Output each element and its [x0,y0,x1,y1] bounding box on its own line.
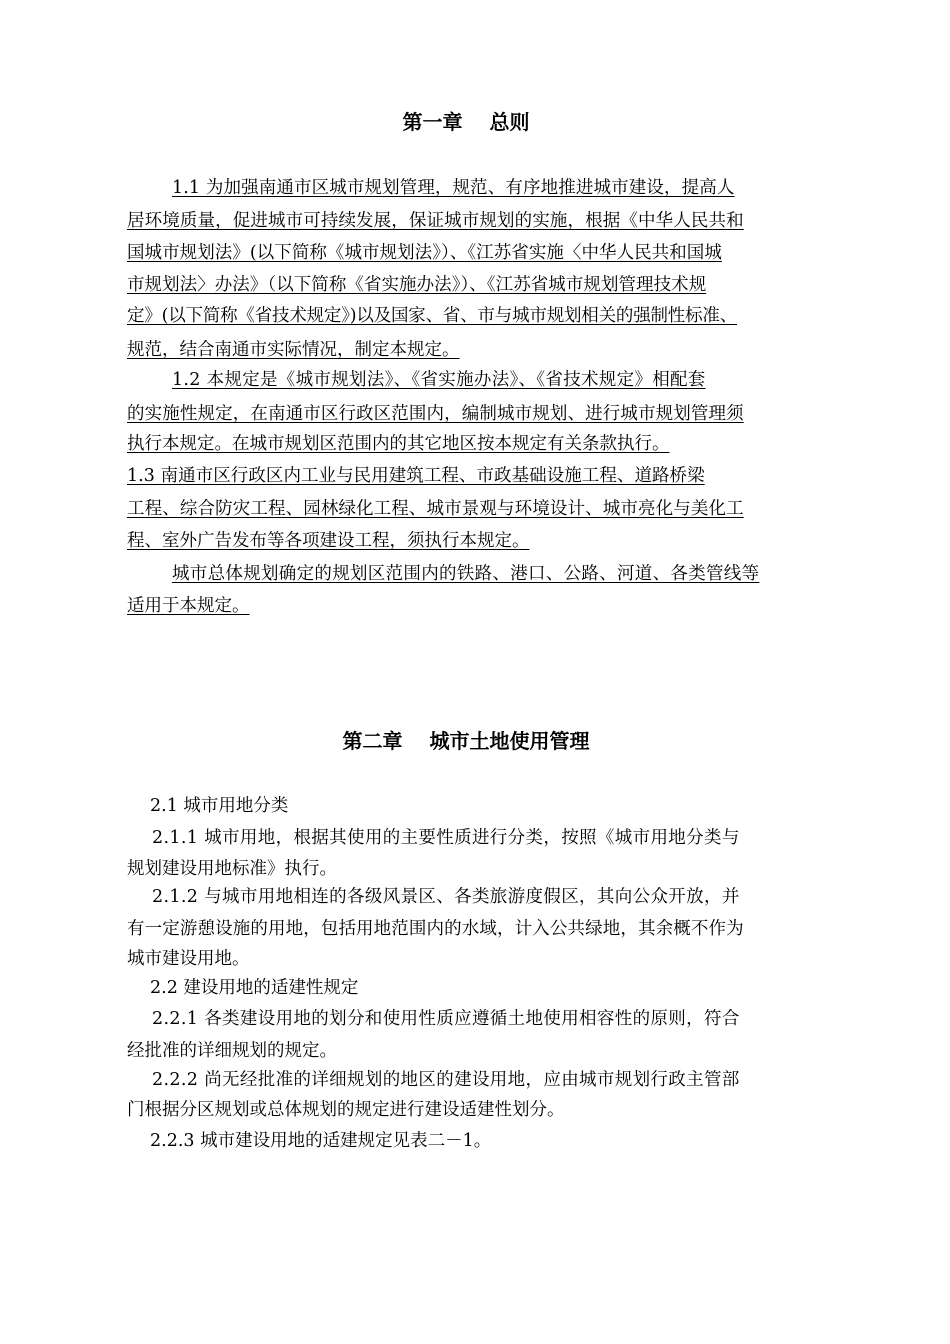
ch1-line-13: 城市总体规划确定的规划区范围内的铁路、港口、公路、河道、各类管线等 [172,564,760,584]
ch2-line-12: 2.2.3 城市建设用地的适建规定见表二－1。 [150,1131,492,1151]
chapter-1-title: 第一章 总则 [402,110,530,134]
ch2-line-10: 2.2.2 尚无经批准的详细规划的地区的建设用地，应由城市规划行政主管部 [152,1070,740,1090]
ch1-line-11: 工程、综合防灾工程、园林绿化工程、城市景观与环境设计、城市亮化与美化工 [127,499,744,519]
ch2-line-2: 2.1.1 城市用地，根据其使用的主要性质进行分类，按照《城市用地分类与 [152,828,740,848]
ch1-line-6: 规范，结合南通市实际情况，制定本规定。 [127,340,460,360]
ch1-line-4: 市规划法〉办法》（以下简称《省实施办法》）、《江苏省城市规划管理技术规 [127,275,707,295]
ch2-line-9: 经批准的详细规划的规定。 [127,1041,337,1061]
ch1-line-14: 适用于本规定。 [127,596,250,616]
ch1-line-9: 执行本规定。在城市规划区范围内的其它地区按本规定有关条款执行。 [127,434,670,454]
ch2-line-3: 规划建设用地标准》执行。 [127,859,337,879]
ch1-line-8: 的实施性规定，在南通市区行政区范围内，编制城市规划、进行城市规划管理须 [127,404,744,424]
ch2-line-8: 2.2.1 各类建设用地的划分和使用性质应遵循土地使用相容性的原则，符合 [152,1009,740,1029]
ch1-line-12: 程、室外广告发布等各项建设工程，须执行本规定。 [127,531,530,551]
ch1-line-1: 1.1 为加强南通市区城市规划管理，规范、有序地推进城市建设，提高人 [172,178,735,198]
ch1-line-5: 定》(以下简称《省技术规定》)以及国家、省、市与城市规划相关的强制性标准、 [127,306,738,326]
ch2-line-7: 2.2 建设用地的适建性规定 [150,978,359,998]
ch2-line-6: 城市建设用地。 [127,949,250,969]
ch2-line-1: 2.1 城市用地分类 [150,796,289,816]
ch2-line-5: 有一定游憩设施的用地，包括用地范围内的水域，计入公共绿地，其余概不作为 [127,919,744,939]
ch1-line-7: 1.2 本规定是《城市规划法》、《省实施办法》、《省技术规定》相配套 [172,370,706,390]
chapter-2-title: 第二章 城市土地使用管理 [342,729,590,753]
ch2-line-4: 2.1.2 与城市用地相连的各级风景区、各类旅游度假区，其向公众开放，并 [152,887,740,907]
ch1-line-2: 居环境质量，促进城市可持续发展，保证城市规划的实施，根据《中华人民共和 [127,211,744,231]
ch1-line-3: 国城市规划法》(以下简称《城市规划法》）、《江苏省实施〈中华人民共和国城 [127,243,722,263]
ch1-line-10: 1.3 南通市区行政区内工业与民用建筑工程、市政基础设施工程、道路桥梁 [127,466,705,486]
ch2-line-11: 门根据分区规划或总体规划的规定进行建设适建性划分。 [127,1100,565,1120]
